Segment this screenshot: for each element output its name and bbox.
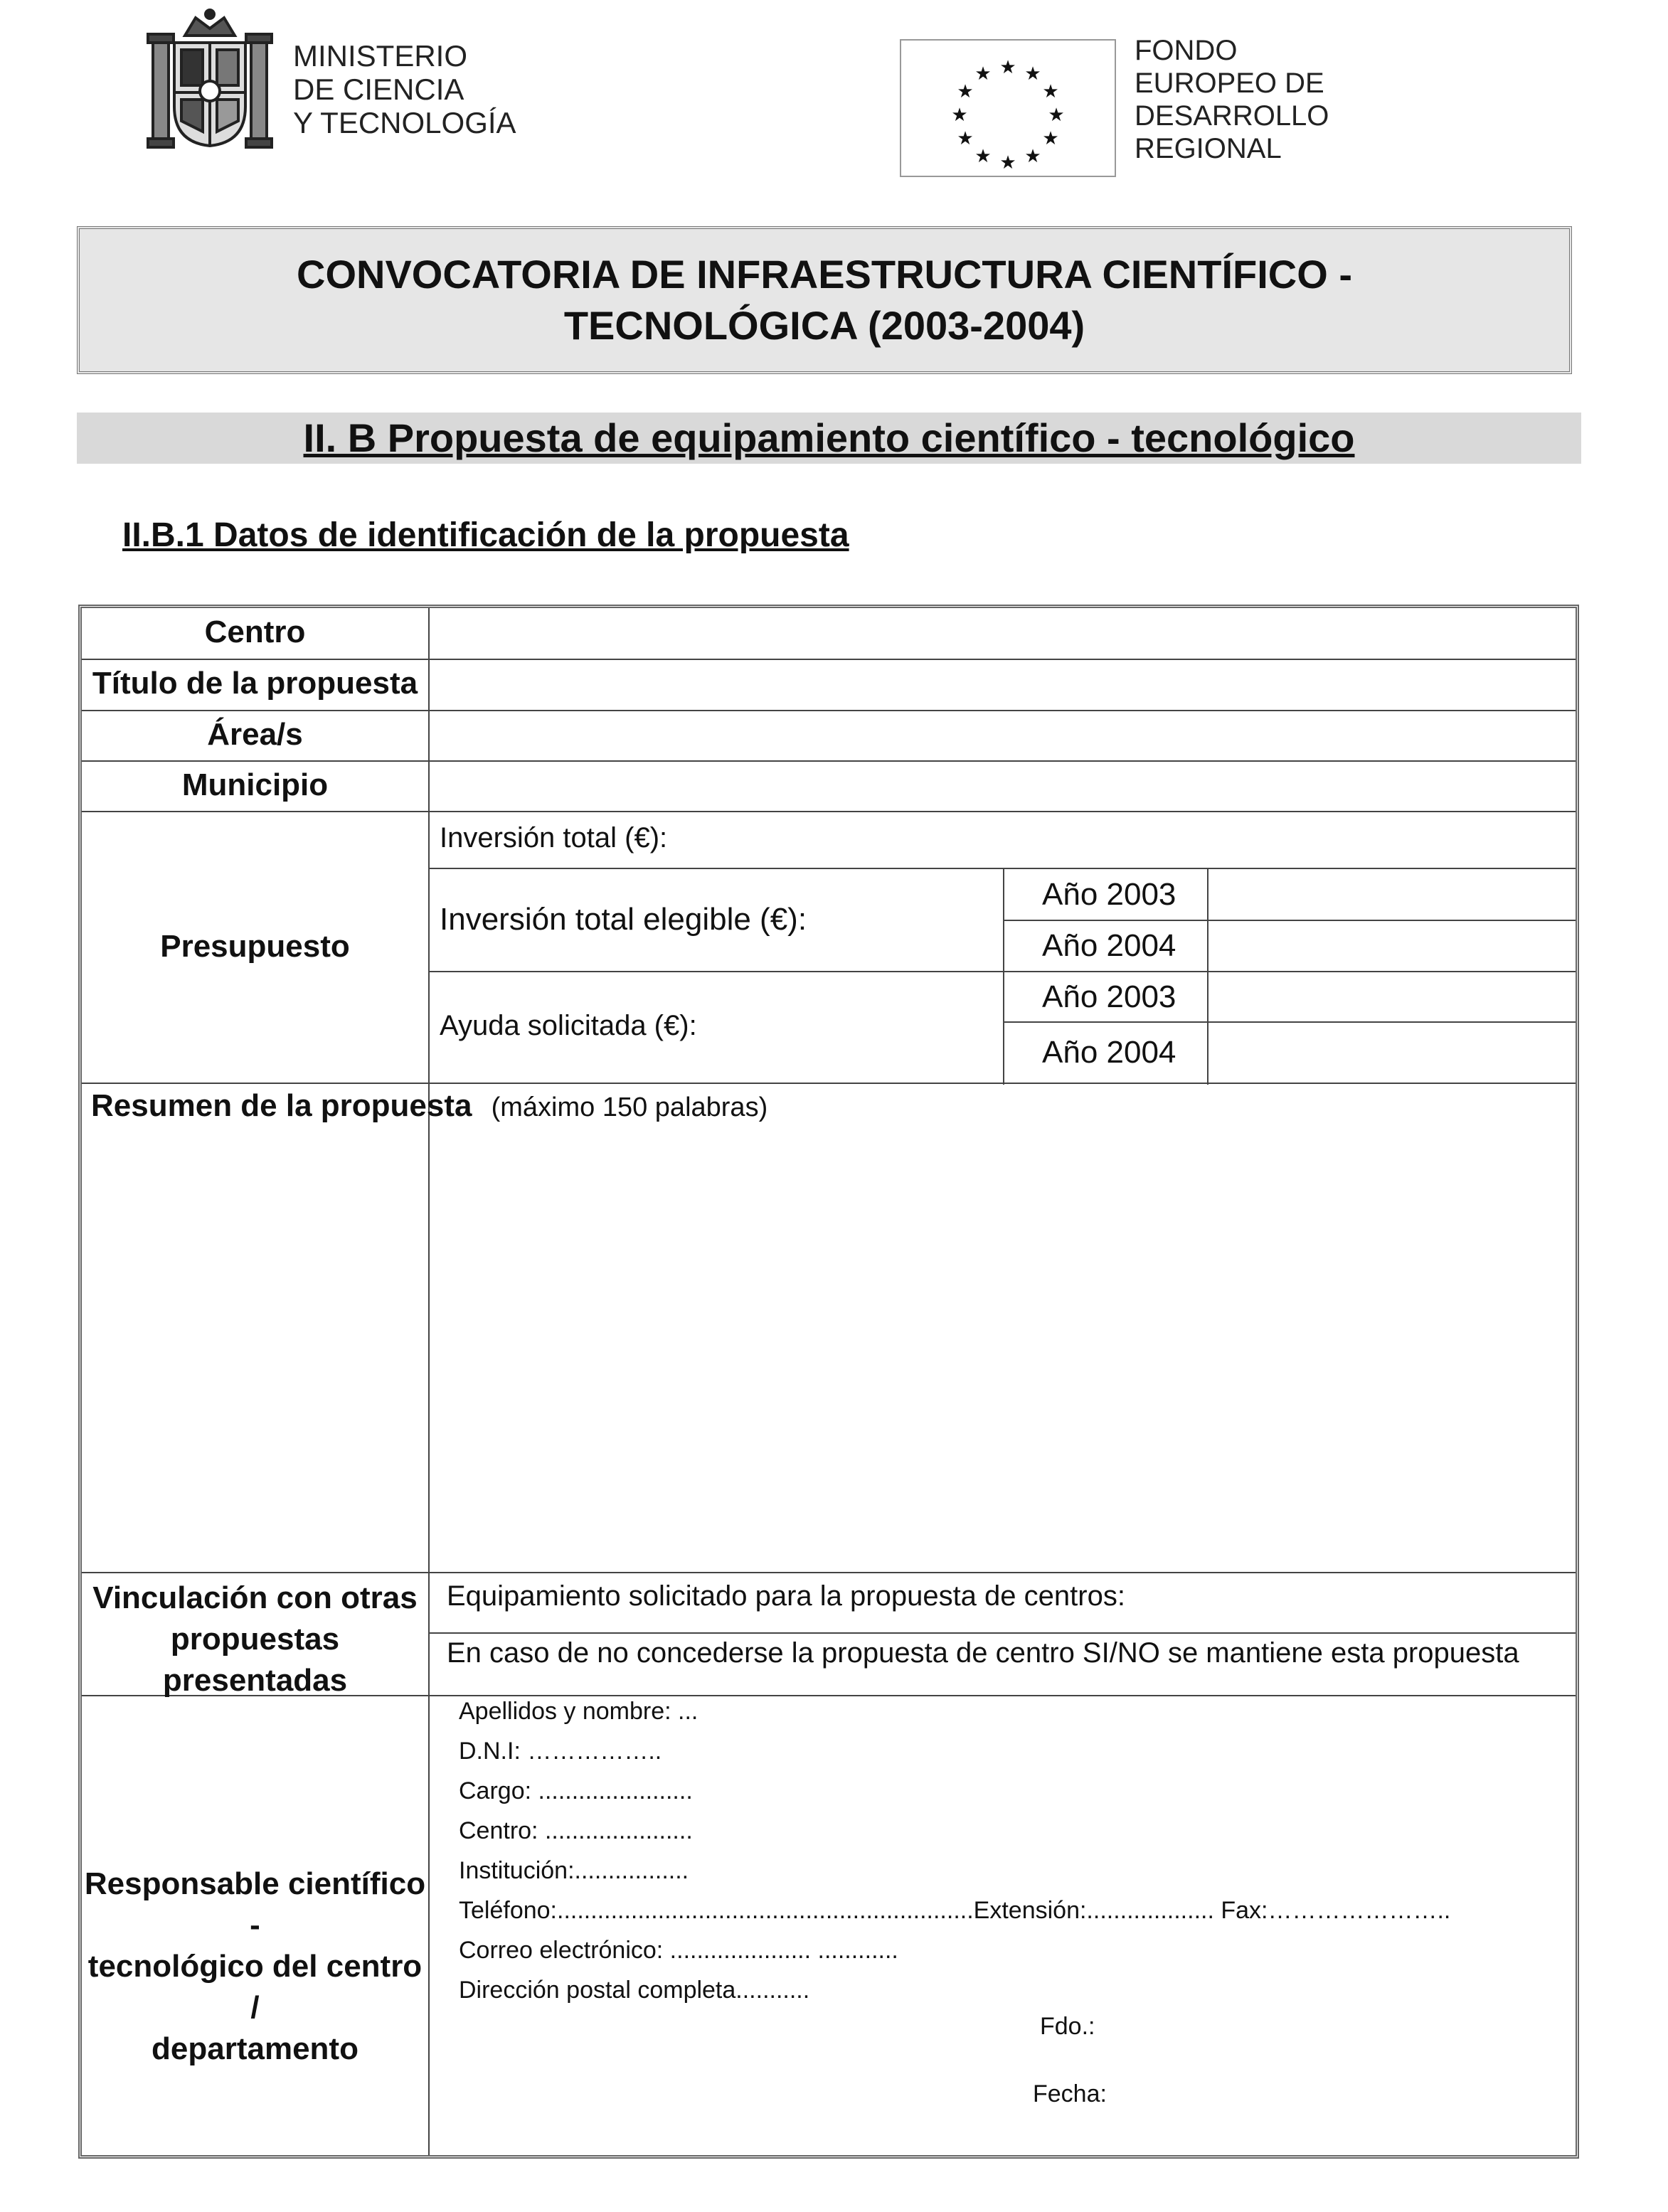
section-title: II. B Propuesta de equipamiento científico - tecnológico: [303, 415, 1355, 460]
vinculacion-si-no: En caso de no concederse la propuesta de centro SI/NO se mantiene esta propuesta: [447, 1637, 1519, 1669]
telefono-extension-fax-field[interactable]: Teléfono:..............................................................Extensión:................... Fax:…………………..: [459, 1897, 1451, 1924]
document-title-line2: TECNOLÓGICA (2003-2004): [563, 303, 1085, 348]
vinculacion-label-line: presentadas: [162, 1663, 348, 1698]
fund-name: [1135, 34, 1329, 165]
svg-text:★: ★: [1042, 81, 1059, 102]
elegible-year-2003: Año 2003: [1042, 877, 1176, 912]
ayuda-year-2004: Año 2004: [1042, 1035, 1176, 1070]
label-vinculacion: [82, 1578, 428, 1701]
table-divider: [430, 868, 1576, 869]
area-field[interactable]: [431, 711, 1573, 759]
resumen-hint: (máximo 150 palabras): [491, 1092, 768, 1122]
ayuda-2004-field[interactable]: [1210, 1023, 1573, 1081]
ayuda-year-2003: Año 2003: [1042, 979, 1176, 1014]
svg-text:★: ★: [999, 152, 1016, 174]
resumen-label: Resumen de la propuesta: [91, 1088, 472, 1123]
ministry-logo: [142, 7, 277, 149]
fdo-label: Fdo.:: [1040, 2013, 1095, 2040]
label-area: Área/s: [207, 717, 303, 752]
table-divider: [1207, 868, 1208, 1085]
label-titulo: Título de la propuesta: [92, 666, 418, 701]
inversion-elegible-label: Inversión total elegible (€):: [440, 902, 807, 937]
centro-field[interactable]: [431, 610, 1573, 657]
table-divider: [1004, 920, 1576, 921]
table-divider: [1003, 868, 1004, 1085]
table-divider: [82, 1572, 1576, 1573]
dni-field[interactable]: D.N.I: ……………..: [459, 1738, 662, 1765]
document-title-line1: CONVOCATORIA DE INFRAESTRUCTURA CIENTÍFICO -: [297, 252, 1352, 297]
coat-of-arms-icon: [142, 7, 277, 149]
vinculacion-label-line: propuestas: [170, 1622, 340, 1657]
ministry-line: Y TECNOLOGÍA: [293, 106, 516, 139]
label-responsable: [82, 1863, 428, 2070]
ayuda-2003-field[interactable]: [1210, 973, 1573, 1020]
svg-text:★: ★: [999, 57, 1016, 78]
label-presupuesto: Presupuesto: [160, 929, 350, 964]
inversion-total-label: Inversión total (€):: [440, 822, 668, 854]
elegible-2003-field[interactable]: [1210, 870, 1573, 918]
correo-field[interactable]: Correo electrónico: ..................... ............: [459, 1937, 898, 1964]
responsable-label-line: departamento: [152, 2031, 358, 2066]
ministry-name: [293, 39, 516, 139]
resumen-textarea[interactable]: [84, 1131, 1571, 1568]
svg-text:★: ★: [951, 105, 968, 126]
fecha-label: Fecha:: [1033, 2080, 1107, 2107]
ayuda-label: Ayuda solicitada (€):: [440, 1010, 697, 1041]
fund-line: REGIONAL: [1135, 133, 1282, 164]
inversion-total-field[interactable]: [697, 814, 1572, 866]
institucion-field[interactable]: Institución:.................: [459, 1857, 689, 1884]
svg-text:★: ★: [974, 146, 992, 167]
fund-line: DESARROLLO: [1135, 100, 1329, 132]
svg-text:★: ★: [974, 63, 992, 85]
cargo-field[interactable]: Cargo: .......................: [459, 1777, 693, 1804]
subsection-title: II.B.1 Datos de identificación de la propuesta: [122, 516, 849, 554]
table-divider: [82, 659, 1576, 660]
centro-responsable-field[interactable]: Centro: ......................: [459, 1817, 693, 1844]
table-divider: [430, 1632, 1576, 1634]
svg-text:★: ★: [1024, 63, 1041, 85]
table-divider: [82, 811, 1576, 812]
direccion-field[interactable]: Dirección postal completa...........: [459, 1977, 810, 2004]
fund-line: FONDO: [1135, 35, 1238, 66]
eu-stars-icon: [901, 41, 1115, 176]
svg-text:★: ★: [957, 81, 974, 102]
table-divider: [82, 1083, 1576, 1084]
fund-line: EUROPEO DE: [1135, 68, 1324, 99]
elegible-year-2004: Año 2004: [1042, 928, 1176, 963]
svg-text:★: ★: [1048, 105, 1065, 126]
firma-area[interactable]: [1110, 2006, 1565, 2148]
svg-text:★: ★: [1024, 146, 1041, 167]
elegible-2004-field[interactable]: [1210, 922, 1573, 969]
ministry-line: DE CIENCIA: [293, 73, 464, 106]
resumen-heading: [91, 1088, 767, 1124]
ministry-line: MINISTERIO: [293, 39, 468, 73]
apellidos-field[interactable]: Apellidos y nombre: ...: [459, 1698, 698, 1725]
vinculacion-label-line: Vinculación con otras: [92, 1580, 418, 1615]
document-title-box: [77, 226, 1572, 374]
label-municipio: Municipio: [181, 767, 329, 802]
table-divider: [1004, 1021, 1576, 1023]
titulo-field[interactable]: [431, 661, 1573, 708]
responsable-label-line: tecnológico del centro /: [87, 1949, 423, 2025]
table-divider: [430, 971, 1576, 972]
eu-flag-logo: [900, 39, 1116, 177]
vinculacion-equipamiento: Equipamiento solicitado para la propuesta de centros:: [447, 1580, 1125, 1612]
svg-text:★: ★: [957, 128, 974, 149]
svg-text:★: ★: [1042, 128, 1059, 149]
municipio-field[interactable]: [431, 762, 1573, 809]
responsable-label-line: Responsable científico -: [84, 1866, 426, 1942]
label-centro: Centro: [204, 615, 306, 649]
